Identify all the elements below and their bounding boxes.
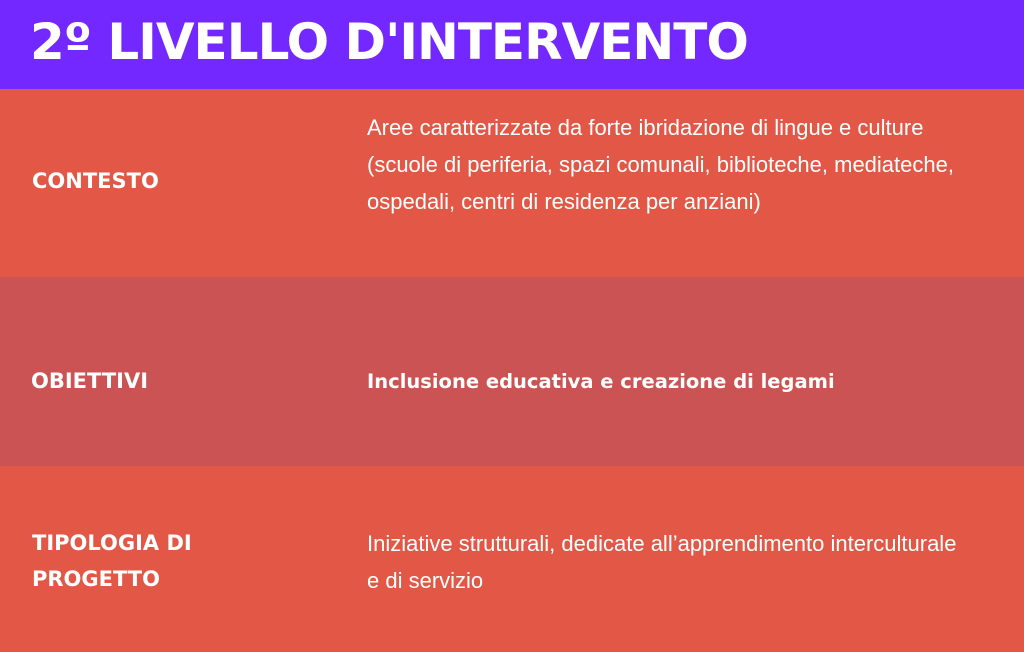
table-row-contesto [0, 89, 1024, 277]
table-row-tipologia [0, 466, 1024, 652]
row-value-tipologia: Iniziative strutturali, dedicate all’apprendimento interculturale e di servizio [367, 531, 957, 593]
row-value-contesto: Aree caratterizzate da forte ibridazione di lingue e culture (scuole di periferia, spazi comunali, biblioteche, mediateche, ospedali, centri di residenza per anziani) [367, 115, 954, 214]
row-label-tipologia: TIPOLOGIA DI PROGETTO [32, 531, 192, 591]
title-banner [0, 0, 1024, 89]
row-label-obiettivi: OBIETTIVI [31, 369, 149, 393]
table-row-obiettivi [0, 277, 1024, 466]
row-label-contesto: CONTESTO [32, 169, 159, 193]
row-value-obiettivi: Inclusione educativa e creazione di legami [367, 370, 835, 393]
page-title: 2º LIVELLO D'INTERVENTO [30, 13, 748, 71]
